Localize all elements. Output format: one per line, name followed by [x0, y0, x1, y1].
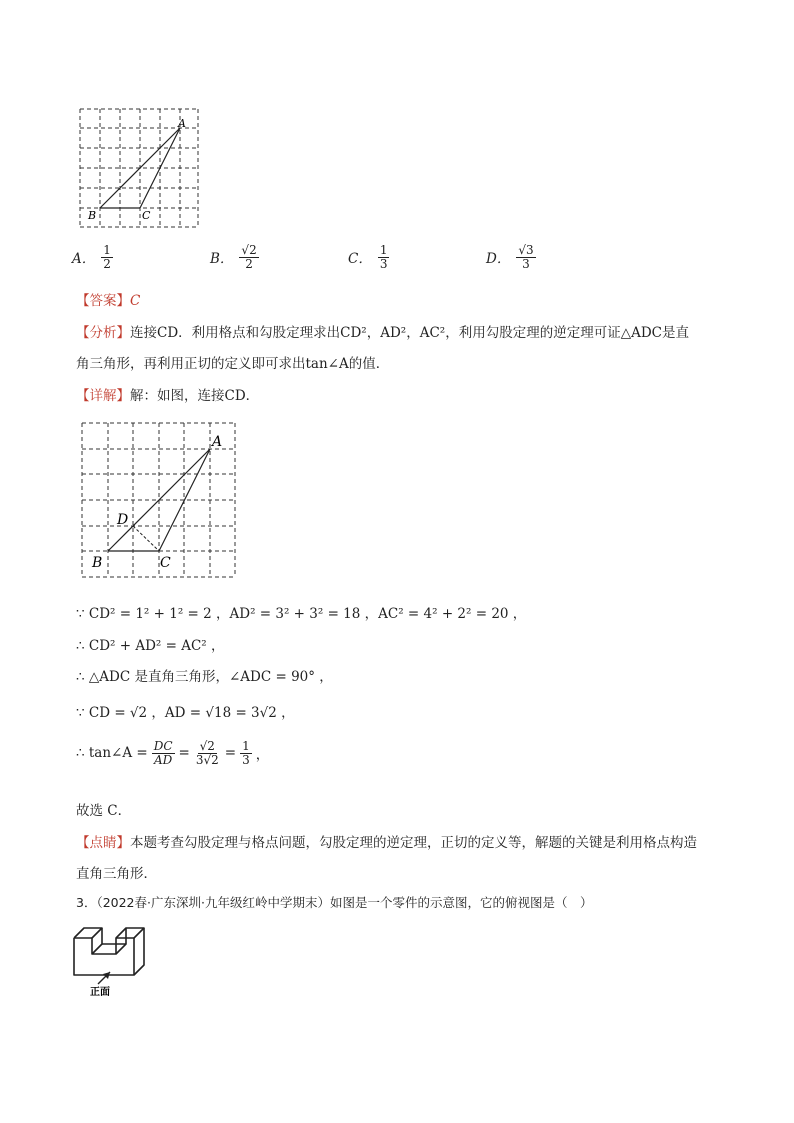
step-5-suffix: ，	[255, 747, 270, 764]
option-d-num: √3	[518, 243, 534, 257]
question-3: 3．（2022春·广东深圳·九年级红岭中学期末）如图是一个零件的示意图，它的俯视图是（ ）	[76, 895, 593, 910]
analysis-line-2	[76, 352, 389, 372]
step-3: ∴ △ADC 是直角三角形，∠ADC = 90° ，	[76, 669, 333, 685]
figure2-label-d: D	[117, 512, 129, 528]
answer-line	[76, 289, 140, 309]
figure2-label-a: A	[212, 434, 223, 450]
analysis-line-1	[76, 321, 689, 341]
analysis-text-2: 角三角形，再利用正切的定义即可求出tan∠A的值．	[76, 356, 390, 372]
figure1-label-c: C	[142, 209, 151, 222]
step-5: ∴ tan∠A = $\frac{DC}{AD}$ = $\frac{√2}{3√2}$ = $\frac{1}{3}$ ，	[76, 739, 270, 767]
comment-line-1	[76, 831, 697, 851]
part-figure	[70, 918, 170, 1002]
option-a[interactable]	[72, 244, 113, 270]
grid-figure-2	[76, 418, 241, 582]
step-5-f3-num: 1	[242, 739, 250, 753]
option-d-den: 3	[522, 256, 530, 271]
analysis-text-1: 连接CD．利用格点和勾股定理求出CD²，AD²，AC²，利用勾股定理的逆定理可证△ADC是直	[130, 325, 689, 341]
figure1-label-b: B	[88, 209, 97, 222]
step-5-f2-num: √2	[199, 739, 215, 753]
option-a-num: 1	[103, 243, 111, 257]
option-b-den: 2	[245, 256, 253, 271]
answer-tag: 【答案】	[76, 293, 130, 309]
option-a-den: 2	[103, 256, 111, 271]
figure2-label-c: C	[160, 555, 171, 571]
comment-text-1: 本题考查勾股定理与格点问题，勾股定理的逆定理，正切的定义等，解题的关键是利用格点构造	[130, 835, 697, 851]
comment-line-2: 直角三角形．	[76, 866, 157, 882]
option-b[interactable]	[210, 244, 259, 270]
figure2-label-b: B	[92, 555, 103, 571]
option-c-den: 3	[379, 256, 388, 271]
step-4: ∵ CD = √2 ，AD = √18 = 3√2 ，	[76, 705, 295, 721]
detail-text: 解：如图，连接CD．	[130, 388, 260, 404]
step-5-prefix: ∴ tan∠A =	[76, 745, 148, 762]
answer-value: C	[130, 293, 141, 309]
detail-line	[76, 384, 259, 404]
option-c-letter: C．	[348, 251, 372, 268]
step-5-f1-den: AD	[153, 752, 173, 767]
option-d-letter: D．	[486, 251, 511, 268]
grid-figure-1	[70, 104, 204, 229]
option-b-letter: B．	[210, 251, 234, 268]
step-6: 故选 C．	[76, 803, 132, 819]
figure1-label-a: A	[178, 117, 186, 130]
step-2: ∴ CD² + AD² = AC² ，	[76, 638, 225, 654]
option-a-letter: A．	[72, 251, 96, 268]
option-d[interactable]	[486, 244, 536, 270]
step-5-f3-den: 3	[242, 752, 250, 767]
step-5-f2-den: 3√2	[195, 752, 219, 767]
option-b-num: √2	[241, 243, 257, 257]
comment-tag: 【点睛】	[76, 835, 130, 851]
detail-tag: 【详解】	[76, 388, 130, 404]
option-c-num: 1	[379, 243, 388, 257]
figure3-caption: 正面	[90, 987, 110, 998]
analysis-tag: 【分析】	[76, 325, 130, 341]
option-c[interactable]	[348, 244, 389, 270]
step-1: ∵ CD² = 1² + 1² = 2 ，AD² = 3² + 3² = 18 ，AC² = 4² + 2² = 20 ，	[76, 606, 527, 622]
step-5-f1-num: DC	[153, 739, 173, 753]
